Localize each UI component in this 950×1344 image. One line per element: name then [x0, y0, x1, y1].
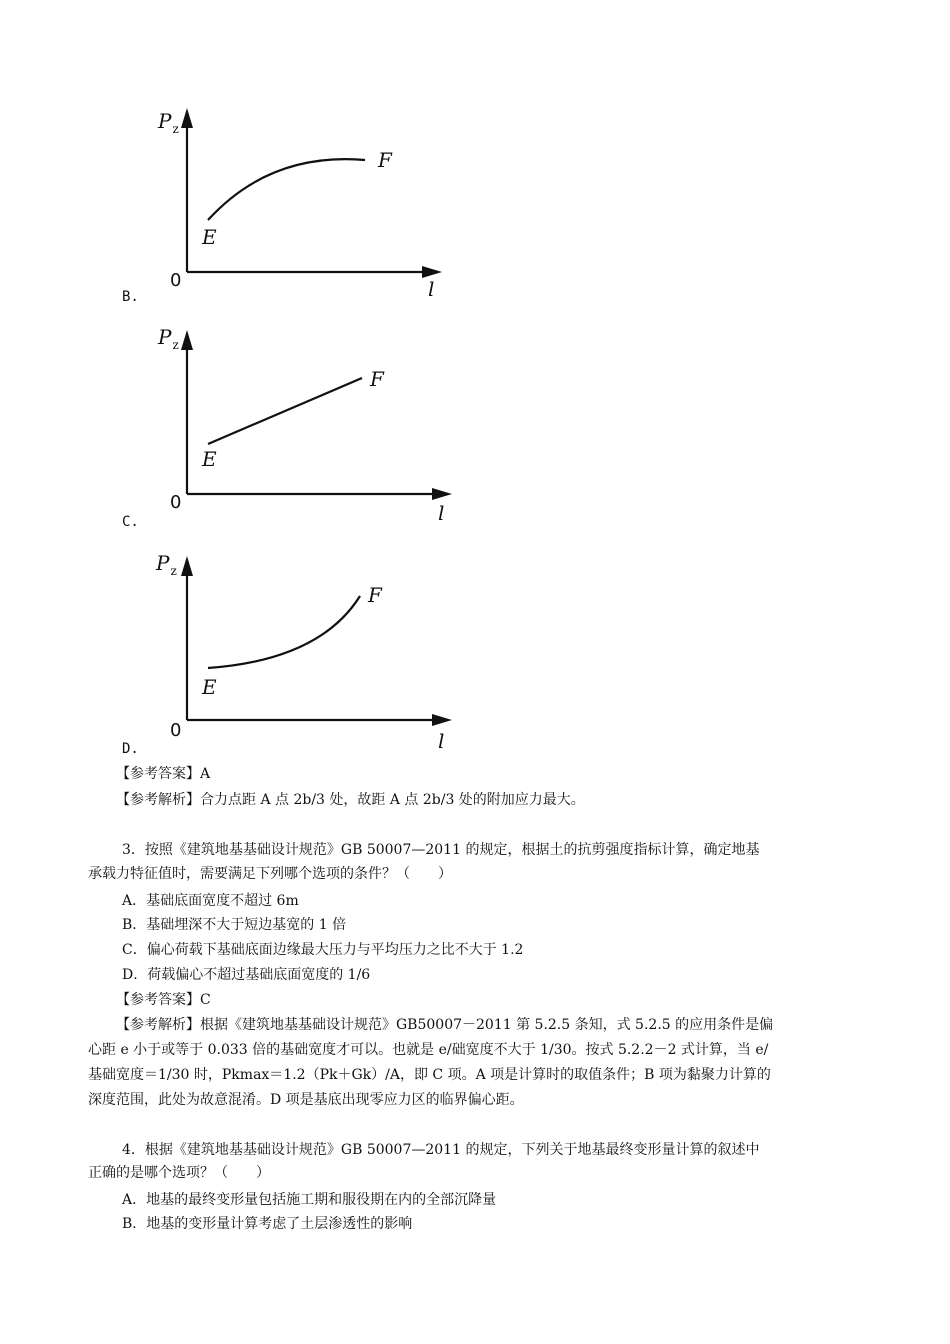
q3-analysis-line-3: 基础宽度＝1/30 时，Pkmax＝1.2（Pk＋Gk）/A，即 C 项。A 项是计算时的取值条件；B 项为黏聚力计算的 — [88, 1067, 771, 1083]
option-c-label: C. — [122, 514, 139, 530]
y-axis-subscript: z — [172, 122, 179, 136]
svg-text:Pz — [157, 109, 179, 136]
q4-option-a: A．地基的最终变形量包括施工期和服役期在内的全部沉降量 — [122, 1192, 497, 1208]
line-e-f — [208, 378, 362, 444]
q3-stem-line-1: 3．按照《建筑地基基础设计规范》GB 50007—2011 的规定，根据土的抗剪强度指标计算，确定地基 — [122, 842, 760, 858]
y-axis-label: P — [158, 109, 172, 133]
x-axis-arrow-icon — [432, 488, 452, 500]
y-axis-label: P — [156, 551, 170, 575]
svg-text:Pz — [157, 325, 179, 352]
q2-analysis: 【参考解析】合力点距 A 点 2b/3 处，故距 A 点 2b/3 处的附加应力最大。 — [116, 792, 585, 808]
start-label: E — [202, 225, 217, 249]
end-label: F — [378, 148, 392, 172]
q3-option-a: A．基础底面宽度不超过 6m — [122, 893, 299, 909]
y-axis-arrow-icon — [181, 330, 193, 350]
q3-analysis-line-4: 深度范围，此处为故意混淆。D 项是基底出现零应力区的临界偏心距。 — [88, 1092, 524, 1108]
option-d-label: D. — [122, 741, 139, 757]
y-axis-arrow-icon — [181, 108, 193, 128]
q3-analysis-line-2: 心距 e 小于或等于 0.033 倍的基础宽度才可以。也就是 e/础宽度不大于 1/30。按式 5.2.2－2 式计算，当 e/ — [88, 1042, 769, 1058]
curve-e-f — [208, 159, 365, 220]
q3-option-c: C．偏心荷载下基础底面边缘最大压力与平均压力之比不大于 1.2 — [122, 942, 524, 958]
y-axis-subscript: z — [170, 564, 177, 578]
start-label: E — [202, 447, 217, 471]
origin-label: 0 — [170, 720, 182, 741]
y-axis-subscript: z — [172, 338, 179, 352]
y-axis-arrow-icon — [181, 556, 193, 576]
end-label: F — [368, 583, 382, 607]
svg-text:Pz — [155, 551, 177, 578]
q3-option-d: D．荷载偏心不超过基础底面宽度的 1/6 — [122, 967, 371, 983]
y-axis-label: P — [158, 325, 172, 349]
origin-label: 0 — [170, 492, 182, 513]
graph-option-c — [140, 322, 470, 537]
x-axis-label: l — [438, 729, 445, 753]
x-axis-label: l — [438, 501, 445, 525]
q4-stem-line-1: 4．根据《建筑地基基础设计规范》GB 50007—2011 的规定，下列关于地基最终变形量计算的叙述中 — [122, 1142, 760, 1158]
q4-stem-line-2: 正确的是哪个选项？（ ） — [88, 1165, 270, 1181]
q3-analysis-line-1: 【参考解析】根据《建筑地基基础设计规范》GB50007－2011 第 5.2.5 条知，式 5.2.5 的应用条件是偏 — [116, 1017, 774, 1033]
graph-option-d — [140, 548, 470, 763]
q3-option-b: B．基础埋深不大于短边基宽的 1 倍 — [122, 917, 347, 933]
start-label: E — [202, 675, 217, 699]
x-axis-label: l — [428, 277, 435, 301]
q3-answer: 【参考答案】C — [116, 992, 211, 1008]
q3-stem-line-2: 承载力特征值时，需要满足下列哪个选项的条件？（ ） — [88, 866, 452, 882]
q4-option-b: B．地基的变形量计算考虑了土层渗透性的影响 — [122, 1216, 413, 1232]
curve-e-f — [208, 596, 360, 668]
option-b-label: B. — [122, 289, 139, 305]
end-label: F — [370, 367, 384, 391]
x-axis-arrow-icon — [432, 714, 452, 726]
origin-label: 0 — [170, 270, 182, 291]
q2-answer: 【参考答案】A — [116, 766, 211, 782]
graph-option-b — [140, 100, 470, 315]
